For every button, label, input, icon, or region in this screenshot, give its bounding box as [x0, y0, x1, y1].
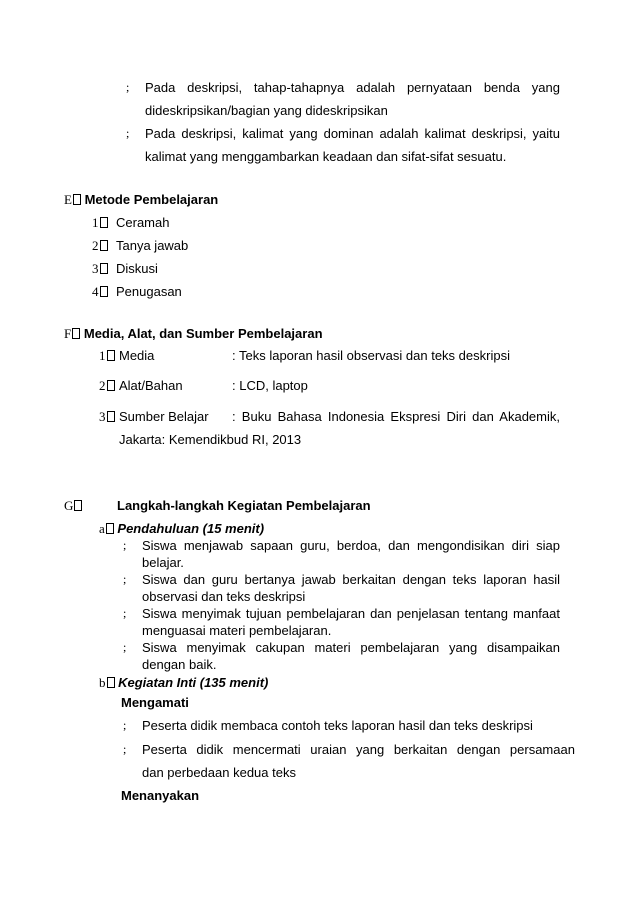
section-title: Metode Pembelajaran: [84, 192, 219, 207]
bullet-text: Pada deskripsi, kalimat yang dominan adalah kalimat deskripsi, yaitu: [145, 126, 560, 141]
missing-glyph-icon: [100, 240, 108, 251]
bullet-text: Peserta didik mencermati uraian yang berkaitan dengan persamaan: [142, 742, 575, 757]
item-number: 1: [92, 215, 99, 230]
bullet-text: Peserta didik membaca contoh teks laporan hasil dan teks deskripsi: [142, 718, 533, 733]
missing-glyph-icon: [74, 500, 82, 511]
media-row-label: Sumber Belajar: [119, 409, 209, 424]
item-number: 4: [92, 284, 99, 299]
bullet-marker: ;: [123, 742, 127, 756]
missing-glyph-icon: [72, 328, 80, 339]
bullet-text-cont: belajar.: [142, 555, 184, 570]
missing-glyph-icon: [100, 263, 108, 274]
bullet-marker: ;: [126, 126, 130, 140]
bullet-marker: ;: [123, 538, 127, 552]
bullet-text-cont: menguasai materi pembelajaran.: [142, 623, 332, 638]
item-number: 3: [92, 261, 99, 276]
media-row-number: [99, 378, 115, 394]
list-item: [92, 261, 108, 277]
bullet-marker: ;: [123, 718, 127, 732]
bullet-text-cont: dideskripsikan/bagian yang dideskripsikan: [145, 103, 388, 118]
bullet-marker: ;: [126, 80, 130, 94]
row-number: 3: [99, 409, 106, 424]
section-heading-f: [64, 326, 323, 342]
subsection-title: Pendahuluan (15 menit): [117, 521, 265, 536]
section-letter: E: [64, 192, 72, 207]
section-letter: G: [64, 498, 74, 513]
media-row-number: [99, 409, 115, 425]
subsection-letter: a: [99, 521, 105, 536]
section-heading-g: [64, 498, 82, 514]
activity-heading: Mengamati: [121, 695, 189, 710]
media-row-value: : Teks laporan hasil observasi dan teks deskripsi: [232, 348, 510, 363]
media-row-number: [99, 348, 115, 364]
missing-glyph-icon: [107, 677, 115, 688]
section-title: Media, Alat, dan Sumber Pembelajaran: [83, 326, 323, 341]
list-item: [92, 284, 108, 300]
missing-glyph-icon: [107, 380, 115, 391]
missing-glyph-icon: [73, 194, 81, 205]
list-item-text: Ceramah: [116, 215, 170, 230]
row-number: 2: [99, 378, 106, 393]
row-number: 1: [99, 348, 106, 363]
missing-glyph-icon: [100, 217, 108, 228]
list-item-text: Penugasan: [116, 284, 182, 299]
section-letter: F: [64, 326, 72, 341]
subsection-heading-a: [99, 521, 264, 537]
bullet-text: Siswa menyimak cakupan materi pembelajaran yang disampaikan: [142, 640, 560, 655]
section-heading-e: [64, 192, 218, 208]
bullet-text: Siswa dan guru bertanya jawab berkaitan dengan teks laporan hasil: [142, 572, 560, 587]
list-item: [92, 238, 108, 254]
bullet-text: Siswa menjawab sapaan guru, berdoa, dan mengondisikan diri siap: [142, 538, 560, 553]
bullet-marker: ;: [123, 572, 127, 586]
media-row-value: : Buku Bahasa Indonesia Ekspresi Diri dan Akademik,: [232, 409, 560, 424]
subsection-heading-b: [99, 675, 268, 691]
subsection-title: Kegiatan Inti (135 menit): [118, 675, 269, 690]
media-row-label: Alat/Bahan: [119, 378, 183, 393]
bullet-text-cont: dengan baik.: [142, 657, 217, 672]
media-row-value: : LCD, laptop: [232, 378, 308, 393]
missing-glyph-icon: [107, 350, 115, 361]
media-row-label: Media: [119, 348, 155, 363]
missing-glyph-icon: [100, 286, 108, 297]
list-item-text: Diskusi: [116, 261, 158, 276]
bullet-text-cont: dan perbedaan kedua teks: [142, 765, 296, 780]
bullet-text-cont: kalimat yang menggambarkan keadaan dan sifat-sifat sesuatu.: [145, 149, 507, 164]
missing-glyph-icon: [107, 411, 115, 422]
bullet-marker: ;: [123, 640, 127, 654]
bullet-text: Siswa menyimak tujuan pembelajaran dan penjelasan tentang manfaat: [142, 606, 560, 621]
item-number: 2: [92, 238, 99, 253]
bullet-marker: ;: [123, 606, 127, 620]
bullet-text: Pada deskripsi, tahap-tahapnya adalah pernyataan benda yang: [145, 80, 560, 95]
subsection-letter: b: [99, 675, 106, 690]
activity-heading: Menanyakan: [121, 788, 200, 803]
media-row-value-cont: Jakarta: Kemendikbud RI, 2013: [119, 432, 302, 447]
section-title: Langkah-langkah Kegiatan Pembelajaran: [117, 498, 371, 513]
bullet-text-cont: observasi dan teks deskripsi: [142, 589, 306, 604]
list-item: [92, 215, 108, 231]
list-item-text: Tanya jawab: [116, 238, 189, 253]
missing-glyph-icon: [106, 523, 114, 534]
